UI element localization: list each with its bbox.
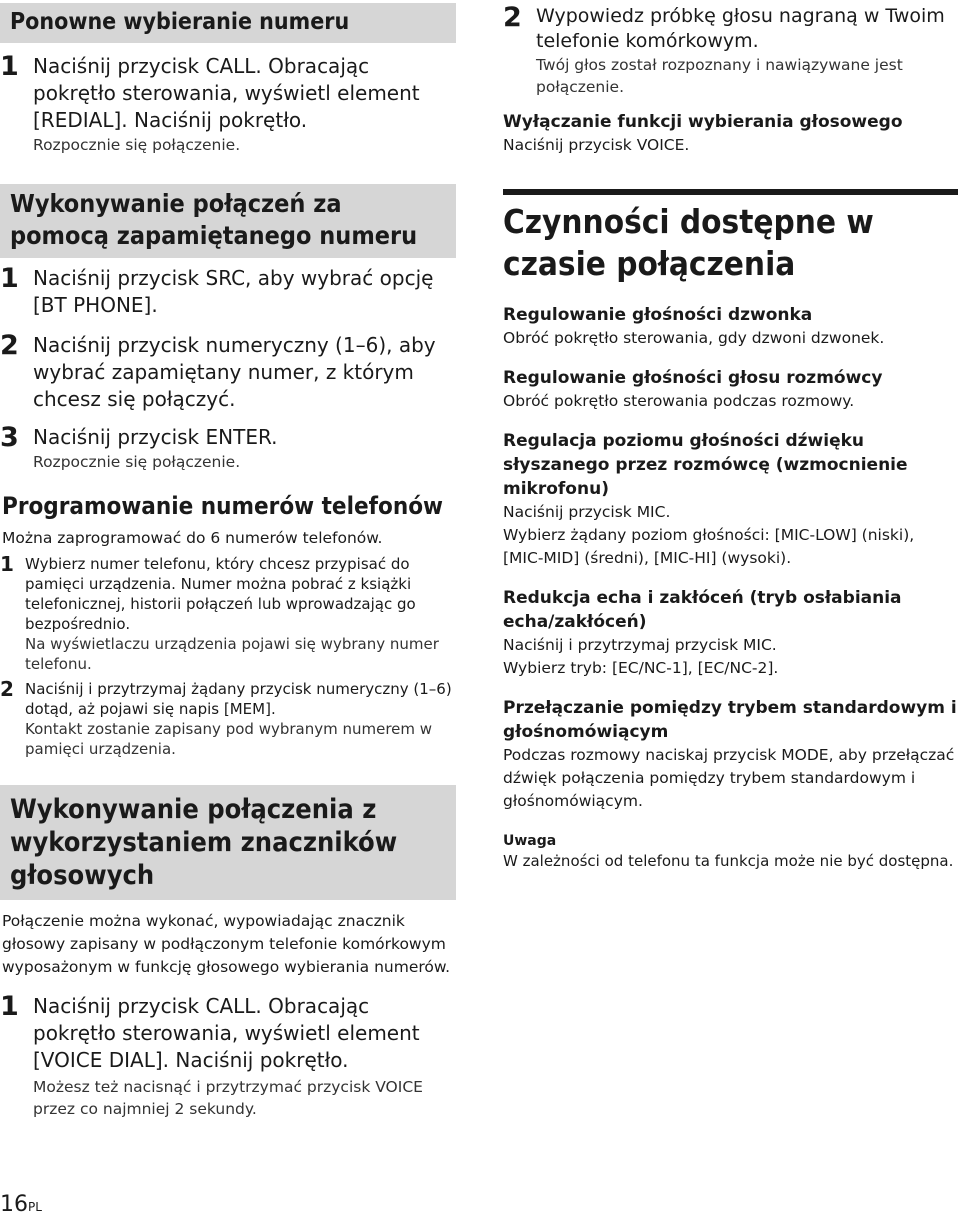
program-heading: Programowanie numerów telefonów (2, 492, 443, 520)
step-title: Naciśnij przycisk ENTER. (33, 425, 278, 449)
program-intro: Można zaprogramować do 6 numerów telefonów. (2, 529, 383, 547)
item-title: Regulacja poziomu głośności dźwięku słyszanego przez rozmówcę (wzmocnienie mikrofonu) (503, 431, 908, 499)
step-note: Możesz też nacisnąć i przytrzymać przycisk VOICE przez co najmniej 2 sekundy. (33, 1078, 423, 1118)
preset-step-2 (0, 332, 456, 413)
voice-intro: Połączenie można wykonać, wypowiadając znacznik głosowy zapisany w podłączonym telefonie komórkowym wyposażonym w funkcję głosowego wybierania numerów. (2, 912, 451, 976)
during-item-2 (503, 366, 958, 413)
left-column (0, 0, 456, 1120)
program-step-1 (0, 554, 456, 674)
during-item-5 (503, 696, 958, 813)
note-text: W zależności od telefonu ta funkcja może nie być dostępna. (503, 852, 954, 870)
voice-cancel-text: Naciśnij przycisk VOICE. (503, 136, 690, 154)
item-line: Wybierz tryb: [EC/NC-1], [EC/NC-2]. (503, 659, 779, 677)
step-number: 2 (0, 677, 14, 701)
page-number: 16 (0, 1192, 28, 1217)
during-item-3 (503, 429, 958, 570)
redial-heading-box (0, 3, 456, 43)
step-note: Rozpocznie się połączenie. (33, 453, 241, 471)
step-number: 2 (503, 2, 522, 33)
note-heading: Uwaga (503, 833, 557, 849)
redial-step-1 (0, 53, 456, 156)
item-line: Naciśnij i przytrzymaj przycisk MIC. (503, 636, 777, 654)
step-title: Naciśnij i przytrzymaj żądany przycisk numeryczny (1–6) dotąd, aż pojawi się napis [MEM]. (25, 680, 452, 718)
page-lang: PL (28, 1200, 42, 1214)
voice-heading-box (0, 785, 456, 900)
item-line: Naciśnij przycisk MIC. (503, 503, 671, 521)
redial-heading: Ponowne wybieranie numeru (10, 9, 350, 35)
step-note: Twój głos został rozpoznany i nawiązywane jest połączenie. (536, 56, 903, 96)
step-note: Rozpocznie się połączenie. (33, 136, 241, 154)
page-footer (0, 1193, 42, 1219)
step-number: 1 (0, 552, 14, 576)
right-column (503, 0, 958, 872)
during-item-4 (503, 586, 958, 680)
step-number: 1 (0, 51, 19, 82)
step-number: 1 (0, 263, 19, 294)
voice-step-1 (0, 993, 456, 1120)
step-title: Wypowiedz próbkę głosu nagraną w Twoim telefonie komórkowym. (536, 5, 945, 52)
item-line: Obróć pokrętło sterowania, gdy dzwoni dzwonek. (503, 329, 885, 347)
item-line: Obróć pokrętło sterowania podczas rozmowy. (503, 392, 855, 410)
preset-heading: Wykonywanie połączeń za pomocą zapamiętanego numeru (10, 189, 418, 250)
step-note: Na wyświetlaczu urządzenia pojawi się wybrany numer telefonu. (25, 635, 439, 673)
program-step-2 (0, 679, 456, 759)
step-title: Naciśnij przycisk CALL. Obracając pokrętło sterowania, wyświetl element [VOICE DIAL]. Naciśnij pokrętło. (33, 994, 420, 1072)
item-line: Wybierz żądany poziom głośności: [MIC-LOW] (niski), [MIC-MID] (średni), [MIC-HI] (wysoki). (503, 526, 915, 567)
note-block (503, 831, 958, 872)
section-rule (503, 189, 958, 195)
step-note: Kontakt zostanie zapisany pod wybranym numerem w pamięci urządzenia. (25, 720, 433, 758)
item-title: Przełączanie pomiędzy trybem standardowym i głośnomówiącym (503, 698, 957, 742)
during-item-1 (503, 303, 958, 350)
item-title: Regulowanie głośności głosu rozmówcy (503, 368, 883, 388)
preset-step-1 (0, 265, 456, 319)
step-number: 2 (0, 330, 19, 361)
step-title: Naciśnij przycisk SRC, aby wybrać opcję [BT PHONE]. (33, 266, 434, 317)
voice-heading: Wykonywanie połączenia z wykorzystaniem znaczników głosowych (10, 794, 398, 891)
voice-cancel-heading: Wyłączanie funkcji wybierania głosowego (503, 112, 903, 132)
voice-step-2 (503, 4, 958, 98)
step-title: Wybierz numer telefonu, który chcesz przypisać do pamięci urządzenia. Numer można pobrać z książki telefonicznej, historii połączeń lub wprowadzając go bezpośrednio. (25, 555, 416, 633)
item-title: Redukcja echa i zakłóceń (tryb osłabiania echa/zakłóceń) (503, 588, 902, 632)
step-title: Naciśnij przycisk numeryczny (1–6), aby wybrać zapamiętany numer, z którym chcesz się połączyć. (33, 333, 436, 411)
during-heading: Czynności dostępne w czasie połączenia (503, 202, 874, 283)
preset-heading-box (0, 184, 456, 258)
preset-step-3 (0, 424, 456, 473)
step-number: 1 (0, 991, 19, 1022)
item-line: Podczas rozmowy naciskaj przycisk MODE, aby przełączać dźwięk połączenia pomiędzy trybem standardowym i głośnomówiącym. (503, 746, 955, 810)
step-title: Naciśnij przycisk CALL. Obracając pokrętło sterowania, wyświetl element [REDIAL]. Naciśnij pokrętło. (33, 54, 420, 132)
step-number: 3 (0, 422, 19, 453)
item-title: Regulowanie głośności dzwonka (503, 305, 813, 325)
